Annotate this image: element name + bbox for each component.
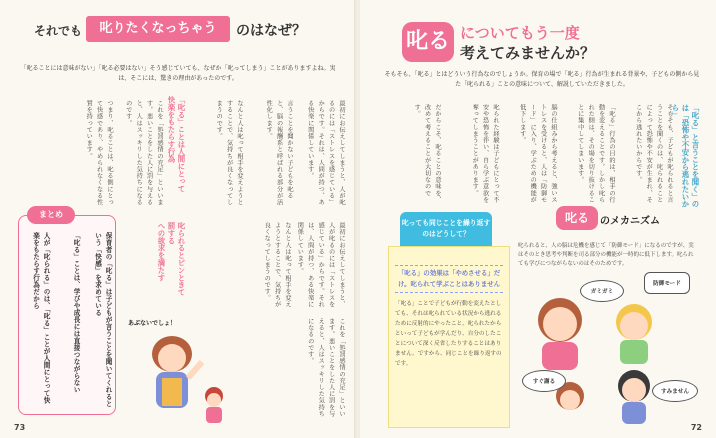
- mechanism-tag: 叱る: [556, 206, 598, 230]
- summary-item: 「叱る」ことは、学びや成長には直接つながらない: [72, 232, 80, 393]
- scolding-illustration: [126, 318, 236, 428]
- mechanism-title: のメカニズム: [600, 216, 660, 227]
- body-column: つまり、叱ることは、叱る側にとって快感であり、やめられなくなる性質を持っています。: [85, 100, 113, 206]
- summary-box: [18, 210, 116, 415]
- speech-bubble: すみません: [652, 380, 698, 402]
- left-page: [0, 0, 356, 438]
- body-column: 叱られた経験は子どもにとって不安や恐怖を伴い、自ら学ぶ意欲を奪ってしまうことがあります。: [471, 104, 499, 203]
- effect-box: [388, 246, 510, 428]
- section-heading-2: 罰する: [167, 222, 176, 245]
- body-column: だからこそ、叱ることの意味を、改めて考えることが大切なのです。: [413, 104, 441, 203]
- body-column: 最初にお伝えしてしまうと、人が叱るのには「ストレスを感じている」からです。それは、人間が持つ、ある快楽に関係しています。: [306, 100, 345, 206]
- page-number: 72: [690, 423, 702, 432]
- section-heading-1: 快楽をもたらす行為: [167, 96, 176, 163]
- mechanism-panel: [516, 212, 700, 428]
- speech-bubble: すぐ謝る: [522, 370, 566, 392]
- illustration-caption: あぶないでしょ！: [128, 320, 177, 327]
- summary-label: まとめ: [27, 206, 75, 224]
- title-highlight: 叱る: [402, 22, 454, 62]
- mechanism-body: 叱られると、人の脳は危機を感じて「防御モード」になるのですが、実はそのとき思考や判断を司る部分の機能が一時的に低下します。叱られても学びにつながらないのはそのためです。: [518, 243, 694, 267]
- summary-item: 保育者の「叱る」は子どもが言うことを聞いてくれるという「快感」を求めている: [93, 232, 112, 407]
- body-column: そもそも、子どもが叱られると言うことを聞くのは、叱られることによって恐怖や不安が生まれ、そこから逃れたいからです。: [634, 104, 673, 203]
- question-callout: 叱っても同じことを繰り返すのはどうして？: [400, 212, 492, 258]
- title-lead: それでも: [34, 24, 83, 38]
- body-column: 脳の仕組みから考えると、強いストレスを受けると、人は「防御モード」に入り、学ぶための機能が低下します。: [518, 104, 557, 203]
- body-column: なんと人は叱って相手を変えようとすることで、気持ちが良くなってしまうのです。: [215, 100, 243, 206]
- body-column: 「叱る」行為の目的は、相手の行動を変えることです。しかし叱られた側は、その場を切り抜けることに集中してしまいます。: [576, 104, 615, 203]
- effect-box-heading: 「叱る」の効果は「やめさせる」だけ。叱られて学ぶことはありません: [395, 265, 503, 293]
- summary-item: 人が「叱られる」のは、「叱る」ことが人間にとって快楽をもたらす行為だから: [31, 232, 50, 404]
- body-column: 最初にお伝えしてしまうと、人が叱るのには「ストレスを感じている」からです。それは、人間が持つ、ある快楽に関係しています。: [296, 222, 345, 308]
- body-column: これを「処罰感情の充足」といいます。悪いことをした人に罰を与えると、人はスッキリした気持ちになるのです。: [306, 318, 345, 417]
- title-line-2: 考えてみませんか？: [460, 44, 596, 62]
- speech-bubble: ガミガミ: [580, 280, 624, 302]
- page-number: 73: [14, 423, 26, 432]
- section-heading-2-tail: への欲求を満たす: [157, 222, 166, 282]
- section-heading-2-pre: 叱られるとピンときて: [177, 222, 186, 296]
- section-heading: 「叱る」と言うことを聞く」のは「恐怖や不安から逃れたいから」: [671, 104, 700, 208]
- title-highlight: 叱りたくなっちゃう: [86, 16, 230, 42]
- body-column: 言うことを聞かない子どもを叱ると、脳の報酬系と呼ばれる部分が活性化します。: [265, 100, 293, 206]
- body-column: なんと人は叱って相手を変えようとすることで、気持ちが良くなってしまうのです。: [263, 222, 291, 308]
- section-heading-1-pre: 「叱る」ことは人間にとって: [177, 96, 186, 193]
- intro-text: 「叱ることには意味がない」「叱る必要はない」そう感じていても、なぜか「叱ってしまう」ことがありますよね。実は、そこには、驚きの理由があったのです。: [20, 65, 336, 82]
- intro-text: そもそも、「叱る」とはどういう行為なのでしょうか。保育の場で「叱る」行為が生まれる背景や、子どもの側から見た「叱られる」ことの意味について、解説していただきました。: [384, 71, 700, 88]
- title-tail: のはなぜ？: [236, 23, 306, 39]
- defense-mode-bubble: 防御モード: [644, 272, 690, 294]
- effect-box-body: 「叱る」ことで子どもが行動を変えたとしても、それは叱られている状況から逃れるために反射的にやったこと。叱られたからといって子どもが学んだり、自分のしたことについて深く反省したりすることはありません。ですから、同じことを繰り返すのです。: [395, 301, 502, 367]
- title-line-1: についてもう一度: [460, 24, 580, 42]
- body-column: これを「処罰感情の充足」といいます。悪いことをした人に罰を与えると、人はスッキリした気持ちになるのです。: [124, 100, 163, 206]
